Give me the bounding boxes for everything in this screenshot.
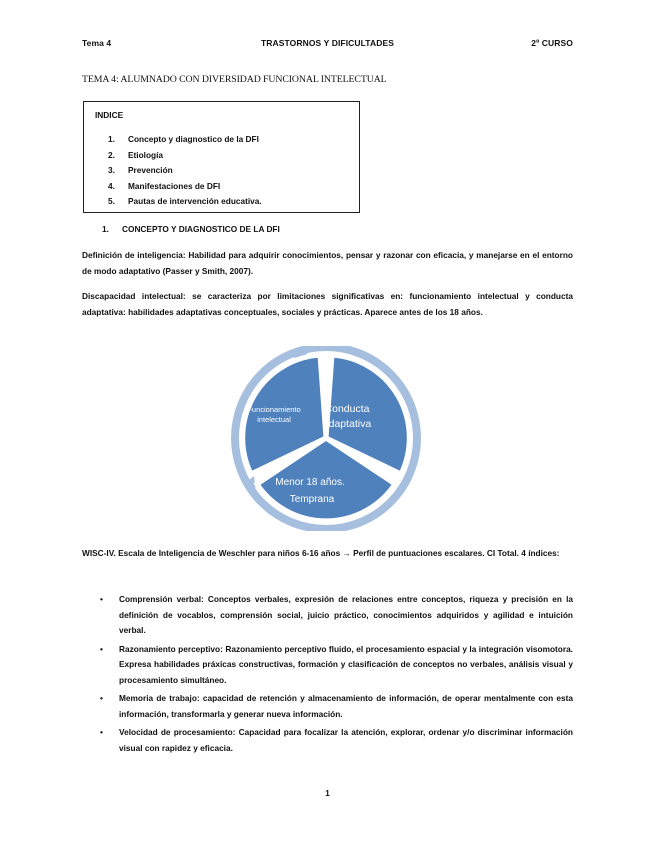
bullet-text: Velocidad de procesamiento: Capacidad para focalizar la atención, explorar, ordenar y/o discriminar información visual con rapidez y eficacia.: [119, 727, 573, 753]
bullet-item: [100, 592, 573, 639]
bullet-icon: •: [100, 693, 103, 703]
segment-funcionamiento-line1: Funcionamiento: [247, 405, 301, 414]
index-item-label: Manifestaciones de DFI: [128, 180, 221, 191]
index-item: [108, 134, 262, 150]
index-item-number: 3.: [108, 165, 115, 175]
header-subject: TRASTORNOS Y DIFICULTADES: [260, 38, 394, 48]
segment-conducta-line1: Conducta: [324, 403, 370, 415]
bullet-text: Memoria de trabajo: capacidad de retención y almacenamiento de información, de operar mentalmente con esta información, transformarla y generar nueva información.: [119, 693, 573, 719]
bullet-text: Razonamiento perceptivo: Razonamiento perceptivo fluido, el procesamiento espacial y la integración visomotora. Expresa habilidades práxicas constructivas, formación y clasificación de conceptos no verbales, análisis visual y procesamiento simultáneo.: [119, 643, 573, 685]
index-item-number: 5.: [108, 196, 115, 206]
section-number: 1.: [102, 224, 109, 234]
paragraph-wisc: WISC-IV. Escala de Inteligencia de Weschler para niños 6-16 años → Perfil de puntuaciones escalares. CI Total. 4 índices:: [82, 548, 560, 558]
cycle-diagram: [226, 346, 426, 531]
bullet-item: [100, 725, 573, 756]
bullet-icon: •: [100, 727, 103, 737]
index-title: INDICE: [95, 110, 124, 120]
bullet-text: Comprensión verbal: Conceptos verbales, expresión de relaciones entre conceptos, riqueza y precisión en la definición de vocablos, comprensión social, juicio práctico, conocimientos adquiridos y agilidad e intuición verbal.: [119, 594, 573, 635]
section-title: CONCEPTO Y DIAGNOSTICO DE LA DFI: [122, 224, 280, 234]
segment-conducta-line2: adaptativa: [322, 418, 372, 430]
bullet-item: [100, 642, 573, 689]
paragraph-definicion: Definición de inteligencia: Habilidad para adquirir conocimientos, pensar y razonar con eficacia, y manejarse en el entorno de modo adaptativo (Passer y Smith, 2007).: [82, 250, 573, 276]
index-item: [108, 150, 262, 166]
page-header: [82, 38, 573, 50]
paragraph-discapacidad: Discapacidad intelectual: se caracteriza por limitaciones significativas en: funcionamiento intelectual y conducta adaptativa: habilidades adaptativas conceptuales, sociales y prácticas. Aparece antes de los 18 años.: [82, 291, 573, 317]
index-item-label: Etiología: [128, 149, 164, 160]
index-item: [108, 181, 262, 197]
index-item-label: Pautas de intervención educativa.: [128, 196, 262, 206]
page-number: 1: [325, 788, 330, 798]
segment-menor-line1: Menor 18 años.: [275, 477, 345, 488]
bullet-icon: •: [100, 594, 103, 604]
index-box: [83, 101, 360, 213]
index-item: [108, 196, 262, 212]
segment-menor-line2: Temprana: [289, 494, 335, 505]
document-title: TEMA 4: ALUMNADO CON DIVERSIDAD FUNCIONAL INTELECTUAL: [82, 74, 387, 85]
index-item-number: 1.: [108, 134, 115, 144]
header-topic: Tema 4: [82, 38, 112, 48]
index-item-number: 4.: [108, 180, 115, 191]
header-course: 2º CURSO: [531, 38, 573, 48]
index-item-label: Prevención: [128, 165, 173, 175]
section-heading: [102, 224, 280, 234]
bullet-item: [100, 691, 573, 722]
index-item-number: 2.: [108, 149, 115, 160]
index-bullet-list: [100, 592, 573, 759]
index-list: [108, 134, 262, 212]
bullet-icon: •: [100, 643, 103, 654]
index-item-label: Concepto y diagnostico de la DFI: [128, 134, 259, 144]
index-item: [108, 165, 262, 181]
segment-funcionamiento-line2: intelectual: [257, 415, 291, 424]
